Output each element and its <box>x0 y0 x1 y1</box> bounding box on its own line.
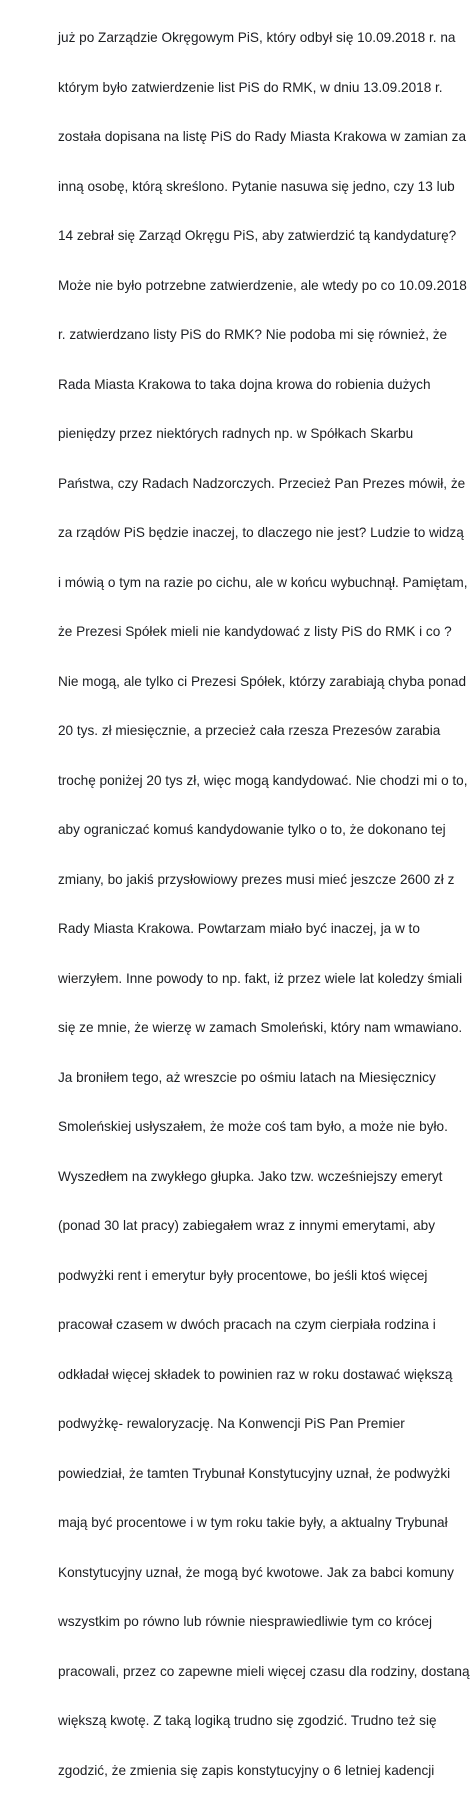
comment-line: Może nie było potrzebne zatwierdzenie, ale wtedy po co 10.09.2018 <box>58 277 467 293</box>
comment-line: Konstytucyjny uznał, że mogą być kwotowe. Jak za babci komuny <box>58 1564 454 1580</box>
comment-line: się ze mnie, że wierzę w zamach Smoleński, który nam wmawiano. <box>58 1020 463 1035</box>
comment-line: większą kwotę. Z taką logiką trudno się zgodzić. Trudno też się <box>58 1713 437 1728</box>
comment-line: (ponad 30 lat pracy) zabiegałem wraz z innymi emerytami, aby <box>58 1218 436 1233</box>
comment-line: pracowali, przez co zapewne mieli więcej czasu dla rodziny, dostaną <box>58 1663 470 1679</box>
comment-line: Rada Miasta Krakowa to taka dojna krowa do robienia dużych <box>58 376 431 392</box>
comment-line: że Prezesi Spółek mieli nie kandydować z listy PiS do RMK i co ? <box>58 624 452 639</box>
comment-line: inną osobę, którą skreślono. Pytanie nasuwa się jedno, czy 13 lub <box>58 178 455 194</box>
comment-line: i mówią o tym na razie po cichu, ale w końcu wybuchnął. Pamiętam, <box>58 574 468 590</box>
comment-line: 20 tys. zł miesięcznie, a przecież cała rzesza Prezesów zarabia <box>58 723 441 738</box>
comment-line: wszystkim po równo lub równie niesprawiedliwie tym co krócej <box>58 1614 432 1629</box>
comment-line: Smoleńskiej usłyszałem, że może coś tam było, a może nie było. <box>58 1119 448 1134</box>
comment-line: pieniędzy przez niektórych radnych np. w Spółkach Skarbu <box>58 426 414 441</box>
comment-text <box>58 0 470 1796</box>
comment-line: podwyżkę- rewaloryzację. Na Konwencji PiS Pan Premier <box>58 1416 405 1431</box>
comment-line: trochę poniżej 20 tys zł, więc mogą kandydować. Nie chodzi mi o to, <box>58 772 468 788</box>
comment-line: 14 zebrał się Zarząd Okręgu PiS, aby zatwierdzić tą kandydaturę? <box>58 228 457 243</box>
comment-line: wierzyłem. Inne powody to np. fakt, iż przez wiele lat koledzy śmiali <box>58 970 463 986</box>
comment-line: została dopisana na listę PiS do Rady Miasta Krakowa w zamian za <box>58 129 467 144</box>
comment-line: Państwa, czy Radach Nadzorczych. Przecież Pan Prezes mówił, że <box>58 475 466 491</box>
comment-line: którym było zatwierdzenie list PiS do RMK, w dniu 13.09.2018 r. <box>58 79 443 95</box>
comment-line: podwyżki rent i emerytur były procentowe, bo jeśli ktoś więcej <box>58 1267 428 1283</box>
comment-line: Rady Miasta Krakowa. Powtarzam miało być inaczej, ja w to <box>58 921 420 936</box>
comment-line: mają być procentowe i w tym roku takie były, a aktualny Trybunał <box>58 1515 448 1530</box>
comment-line: zgodzić, że zmienia się zapis konstytucyjny o 6 letniej kadencji <box>58 1762 435 1778</box>
comment-line: pracował czasem w dwóch pracach na czym cierpiała rodzina i <box>58 1317 436 1332</box>
comment-line: już po Zarządzie Okręgowym PiS, który odbył się 10.09.2018 r. na <box>58 30 456 45</box>
comment-line: odkładał więcej składek to powinien raz w roku dostawać większą <box>58 1366 453 1382</box>
comment-line: aby ograniczać komuś kandydowanie tylko o to, że dokonano tej <box>58 822 446 837</box>
comment-line: r. zatwierdzano listy PiS do RMK? Nie podoba mi się również, że <box>58 327 448 342</box>
comment-line: Wyszedłem na zwykłego głupka. Jako tzw. wcześniejszy emeryt <box>58 1168 443 1184</box>
comment-line: Nie mogą, ale tylko ci Prezesi Spółek, którzy zarabiają chyba ponad <box>58 673 467 689</box>
comment-line: Ja broniłem tego, aż wreszcie po ośmiu latach na Miesięcznicy <box>58 1069 436 1085</box>
comment-line: za rządów PiS będzie inaczej, to dlaczego nie jest? Ludzie to widzą <box>58 525 464 540</box>
comment-line: powiedział, że tamten Trybunał Konstytucyjny uznał, że podwyżki <box>58 1465 451 1481</box>
comment-line: zmiany, bo jakiś przysłowiowy prezes musi mieć jeszcze 2600 zł z <box>58 871 455 887</box>
